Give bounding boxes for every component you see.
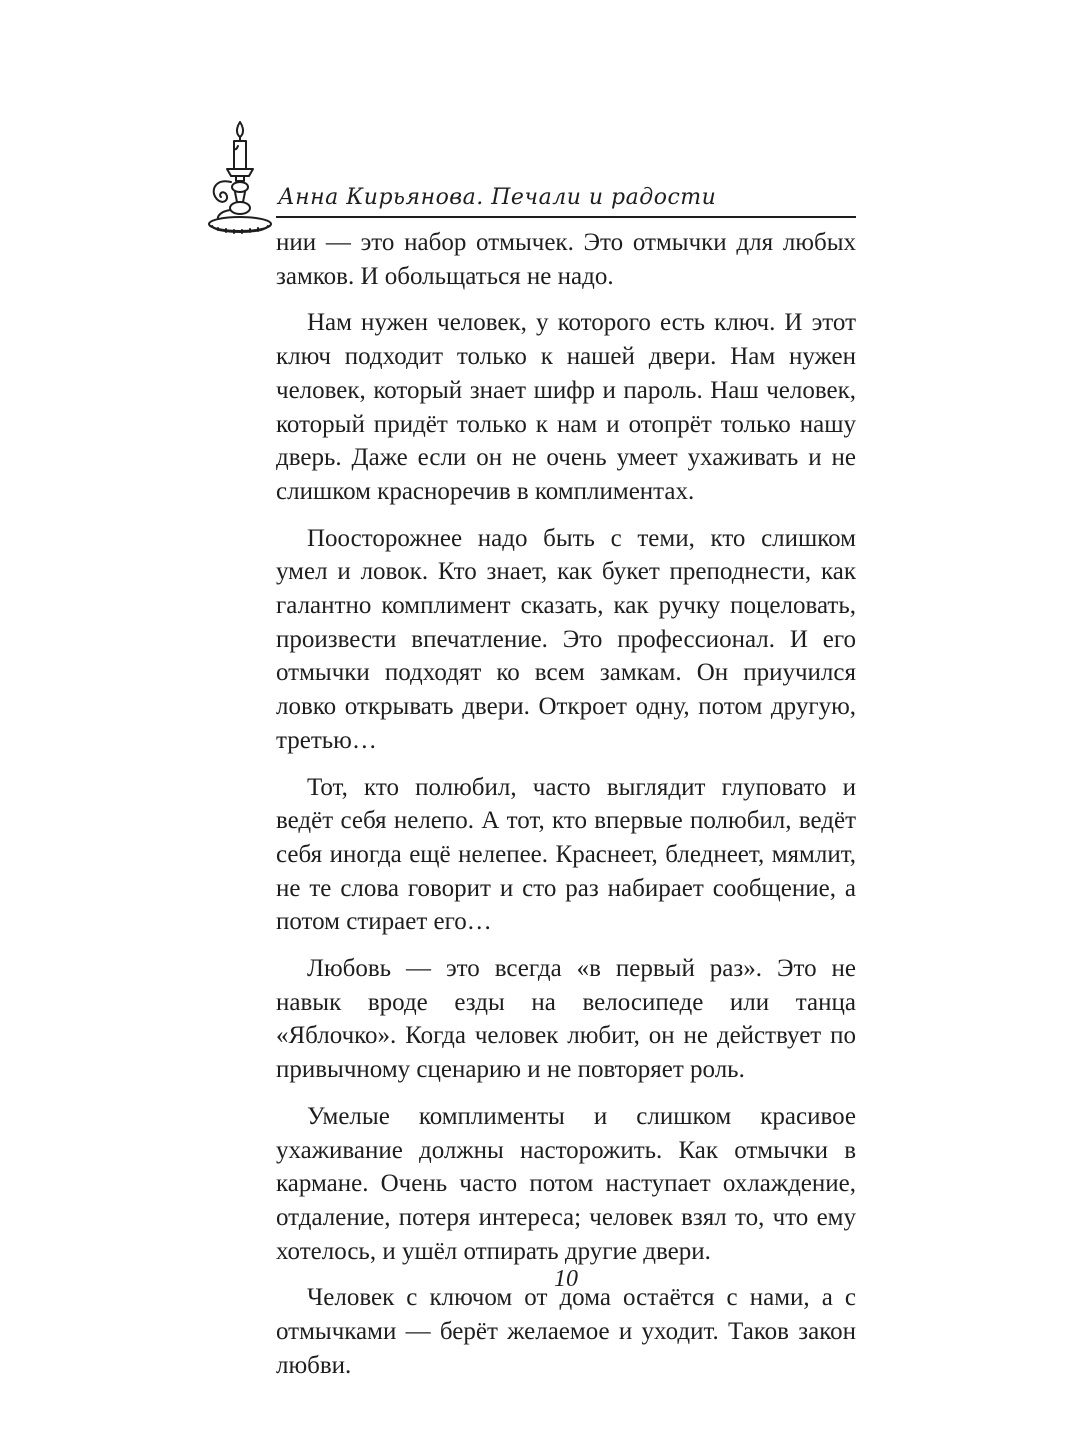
- paragraph: Поосторожнее надо быть с теми, кто слишком умел и ловок. Кто знает, как букет преподнести, как галантно комплимент сказать, как ручку поцеловать, произвести впечатление. Это профессионал. И его отмычки подходят ко всем замкам. Он приучился ловко открывать двери. Откроет одну, потом другую, третью…: [276, 524, 856, 754]
- body-text: [276, 226, 856, 1383]
- paragraph: Умелые комплименты и слишком красивое ухаживание должны насторожить. Как отмычки в кармане. Очень часто потом наступает охлаждение, отдаление, потеря интереса; человек взял то, что ему хотелось, и ушёл отпирать другие двери.: [276, 1102, 856, 1265]
- running-header: [276, 176, 856, 218]
- running-head-title: Анна Кирьянова. Печали и радости: [278, 185, 717, 210]
- page-number: 10: [554, 1266, 578, 1292]
- paragraph: Любовь — это всегда «в первый раз». Это не навык вроде езды на велосипеде или танца «Яблочко». Когда человек любит, он не действует по привычному сценарию и не повторяет роль.: [276, 955, 856, 1084]
- paragraph: Человек с ключом от дома остаётся с нами, а с отмычками — берёт желаемое и уходит. Таков закон любви.: [276, 1284, 856, 1379]
- paragraph: нии — это набор отмычек. Это отмычки для любых замков. И обольщаться не надо.: [276, 229, 856, 290]
- candlestick-icon: [206, 118, 274, 242]
- paragraph: Нам нужен человек, у которого есть ключ. И этот ключ подходит только к нашей двери. Нам нужен человек, который знает шифр и пароль. Наш человек, который придёт только к нам и отопрёт только нашу дверь. Даже если он не очень умеет ухаживать и не слишком красноречив в комплиментах.: [276, 309, 856, 505]
- paragraph: Тот, кто полюбил, часто выглядит глуповато и ведёт себя нелепо. А тот, кто впервые полюбил, ведёт себя иногда ещё нелепее. Краснеет, бледнеет, мямлит, не те слова говорит и сто раз набирает сообщение, а потом стирает его…: [276, 773, 856, 936]
